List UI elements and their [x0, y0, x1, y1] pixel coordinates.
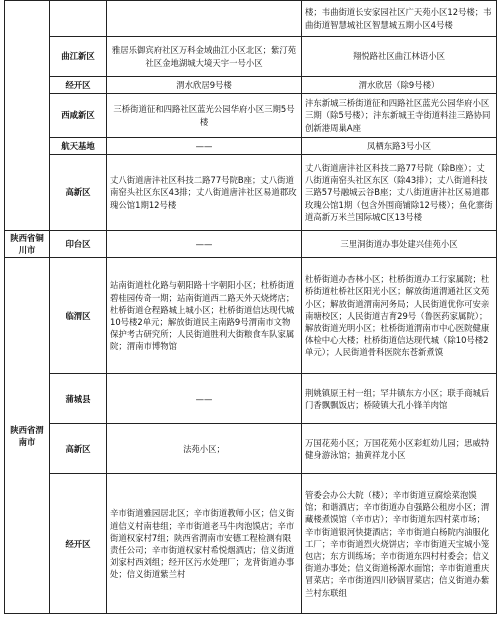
low-risk-cell: 丈八街道唐沣社区科技二路77号院（除B座）；丈八街道南窑头社区东区（除43排）；丈八街道科技三路57号融城云谷B座；丈八街道唐沣社区易道郡玫瑰公馆1期（包含外围商铺除12号楼）；鱼化寨街道高新万米兰国际城C区13号楼: [302, 155, 497, 231]
district-cell: 蒲城县: [50, 374, 107, 424]
table-row: [5, 231, 497, 258]
medium-risk-cell: 丈八街道唐沣社区科技二路77号院B座；丈八街道南窑头社区东区43排；丈八街道唐沣社区易道郡玫瑰公馆1期12号楼: [107, 155, 302, 231]
medium-risk-cell: 渭水欣居9号楼: [107, 77, 302, 94]
city-cell-weinan: 陕西省渭南市: [5, 258, 50, 614]
low-risk-cell: 凤栖东路3号小区: [302, 138, 497, 155]
district-cell: 西咸新区: [50, 94, 107, 138]
low-risk-cell: 杜桥街道办杏林小区；杜桥街道办工行家属院；杜桥街道杜桥社区阳光小区；解放街道渭通社区文苑小区；解放街道渭南河务局；人民街道优你可安亲南塘校区；人民街道吉育29号（鲁医药家属院）；解放街道光明小区；杜桥街道渭南市中心医院健康体检中心大楼；杜桥街道信达现代城（除10号楼2单元）；人民街道骨科医院东苍新煮馍: [302, 258, 497, 374]
district-cell: 印台区: [50, 231, 107, 258]
district-cell: [50, 1, 107, 37]
medium-risk-cell: ——: [107, 374, 302, 424]
medium-risk-cell: 三桥街道征和四路社区蓝光公园华府小区三期5号楼: [107, 94, 302, 138]
medium-risk-cell: 辛市街道雅园居北区；辛市街道教师小区；信义街道信义村南巷组；辛市街道老马牛肉泡馍店；辛市街道权家村7组；陕西省渭南市安德工程检测有限责任公司；辛市街道权家村希悦烟酒店；信义街道刘家村西刘组；经开区污水处理厂；龙背街道办事处；信义街道紫兰村: [107, 474, 302, 614]
table-row: [5, 138, 497, 155]
low-risk-cell: 翔悦路社区曲江林语小区: [302, 37, 497, 77]
low-risk-cell: 渭水欣居（除9号楼）: [302, 77, 497, 94]
table-row: [5, 258, 497, 374]
city-cell-tongchuan: 陕西省铜川市: [5, 231, 50, 258]
district-cell: 高新区: [50, 155, 107, 231]
medium-risk-cell: ——: [107, 231, 302, 258]
medium-risk-cell: [107, 1, 302, 37]
district-cell: 高新区: [50, 424, 107, 474]
table-row: [5, 77, 497, 94]
city-cell-xian: [5, 1, 50, 231]
epidemic-area-table: [4, 0, 497, 614]
low-risk-cell: 沣东新城三桥街道征和四路社区蓝光公园华府小区三期（除5号楼）；沣东新城王寺街道料洼三路协同创新港周巢A座: [302, 94, 497, 138]
district-cell: 临渭区: [50, 258, 107, 374]
low-risk-cell: 三里洞街道办事处建兴佳苑小区: [302, 231, 497, 258]
district-cell: 航天基地: [50, 138, 107, 155]
district-cell: 曲江新区: [50, 37, 107, 77]
table-row: [5, 94, 497, 138]
table-row: [5, 374, 497, 424]
table-row: [5, 155, 497, 231]
district-cell: 经开区: [50, 77, 107, 94]
low-risk-cell: 楼；韦曲街道长安家园社区广天苑小区12号楼；韦曲街道智慧城社区智慧城五期小区4号楼: [302, 1, 497, 37]
low-risk-cell: 万国花苑小区；万国花苑小区彩虹幼儿园；思威特健身游泳馆；抽黄祥龙小区: [302, 424, 497, 474]
table-row: [5, 424, 497, 474]
low-risk-cell: 荆姚镇原王村一组；罕井镇东方小区；联手商城后门香飘飘饭店；桥陵镇大孔小锋羊肉馆: [302, 374, 497, 424]
table-row: [5, 474, 497, 614]
medium-risk-cell: 雅居乐御宾府社区万科金域曲江小区北区；紫汀苑社区金地湖城大境天宇一号小区: [107, 37, 302, 77]
district-cell: 经开区: [50, 474, 107, 614]
medium-risk-cell: 站南街道杜化路与朝阳路十字朝阳小区；杜桥街道碧桂园传奇一期；站南街道西二路天外天烧烤店；杜桥街道仓程路城上城小区；杜桥街道信达现代城10号楼2单元；解放街道民主南路9号渭南市文物保护考古研究所；人民街道胜利大街粮食车队家属院；渭南市博物馆: [107, 258, 302, 374]
table-row: [5, 37, 497, 77]
low-risk-cell: 管委会办公大院（楼）；辛市街道豆腐烩菜泡馍馆；和谐酒店；辛市街道办自强路公租房小区；渭藏楼煮馍馆（辛市店）；辛市街道东四村菜市场；辛市街道银河快捷酒店；辛市街道白杨院内油服化工厂；辛市街道烈火烧饼店；辛市街道天宝城小笼包店；东方训练场；辛市街道东四村村委会；信义街道办事处；信义街道杨源水面馆；辛市街道重庆冒菜店；辛市街道四川砂锅冒菜店；信义街道办紫兰村东联组: [302, 474, 497, 614]
table-row: [5, 1, 497, 37]
medium-risk-cell: 法苑小区；: [107, 424, 302, 474]
medium-risk-cell: ——: [107, 138, 302, 155]
